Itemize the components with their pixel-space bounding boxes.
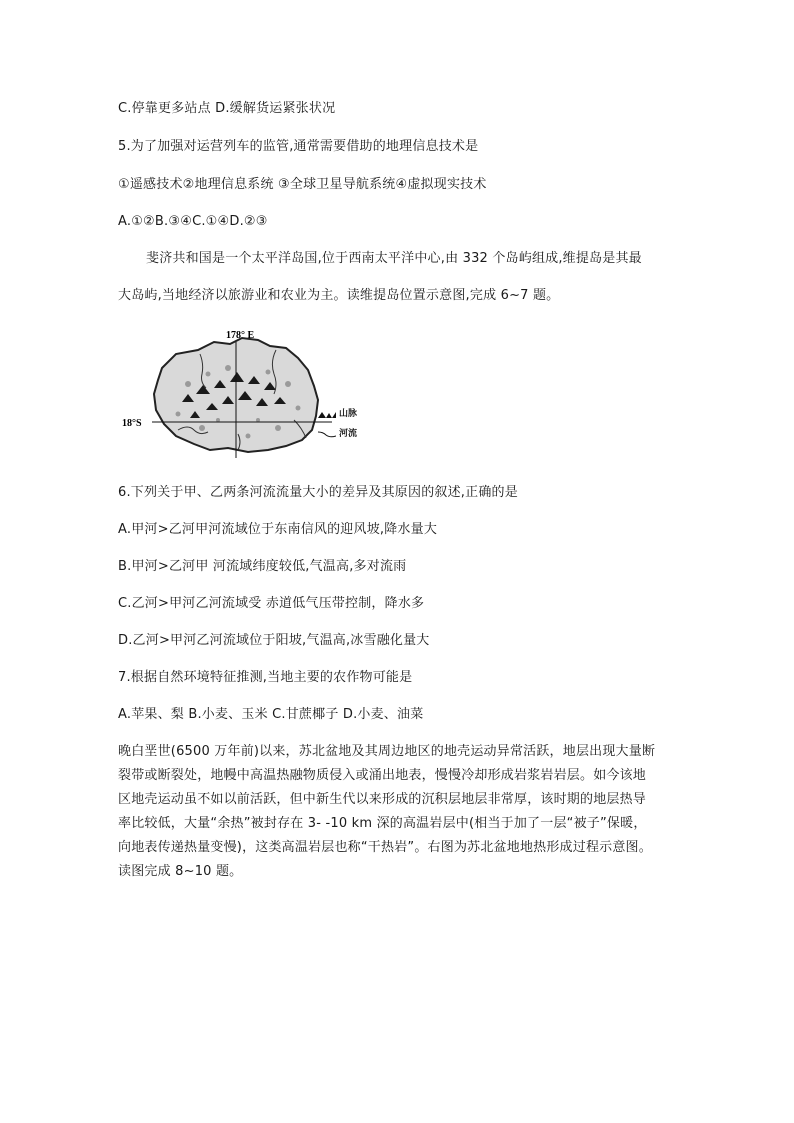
q5-choices: ①遥感技术②地理信息系统 ③全球卫星导航系统④虚拟现实技术 [118, 177, 487, 192]
q6-option-d: D.乙河>甲河乙河流域位于阳坡,气温高,冰雪融化量大 [118, 633, 430, 648]
subei-line4: 率比较低，大量“余热”被封存在 3- -10 km 深的高温岩层中(相当于加了一层“被子”保暖， [118, 816, 647, 831]
fiji-intro-line1: 斐济共和国是一个太平洋岛国,位于西南太平洋中心,由 332 个岛屿组成,维提岛是其最 [146, 251, 642, 266]
q7-options: A.苹果、梨 B.小麦、玉米 C.甘蔗椰子 D.小麦、油菜 [118, 707, 424, 722]
q6-option-b: B.甲河>乙河甲 河流域纬度较低,气温高,多对流雨 [118, 559, 407, 574]
subei-line6: 读图完成 8~10 题。 [118, 864, 243, 879]
q4-options-tail: C.停靠更多站点 D.缓解货运紧张状况 [118, 101, 336, 116]
q7-stem: 7.根据自然环境特征推测,当地主要的农作物可能是 [118, 670, 413, 685]
subei-line1: 晚白垩世(6500 万年前)以来，苏北盆地及其周边地区的地壳运动异常活跃，地层出现大量断 [118, 744, 656, 759]
subei-line2: 裂带或断裂处，地幔中高温热融物质侵入或涌出地表，慢慢冷却形成岩浆岩岩层。如今该地 [118, 768, 647, 783]
subei-line5: 向地表传递热量变慢)，这类高温岩层也称“干热岩”。右图为苏北盆地地热形成过程示意图。 [118, 840, 652, 855]
longitude-label: 178° E [226, 330, 255, 341]
map-legend [318, 404, 357, 444]
legend-item-mountain [318, 404, 357, 424]
legend-label-river: 河流 [339, 429, 358, 439]
q5-stem: 5.为了加强对运营列车的监管,通常需要借助的地理信息技术是 [118, 139, 479, 154]
river-symbol-icon [318, 430, 336, 438]
fiji-intro-line2: 大岛屿,当地经济以旅游业和农业为主。读维提岛位置示意图,完成 6~7 题。 [118, 288, 560, 303]
q6-option-c: C.乙河>甲河乙河流域受 赤道低气压带控制，降水多 [118, 596, 425, 611]
latitude-label: 18°S [122, 418, 142, 429]
legend-item-river [318, 424, 357, 444]
subei-line3: 区地壳运动虽不如以前活跃，但中新生代以来形成的沉积层地层非常厚，该时期的地层热导 [118, 792, 647, 807]
q6-stem: 6.下列关于甲、乙两条河流流量大小的差异及其原因的叙述,正确的是 [118, 485, 518, 500]
q5-options: A.①②B.③④C.①④D.②③ [118, 214, 268, 229]
q6-option-a: A.甲河>乙河甲河流域位于东南信风的迎风坡,降水量大 [118, 522, 438, 537]
mountain-symbol-icon [318, 410, 336, 418]
legend-label-mountain: 山脉 [339, 409, 358, 419]
